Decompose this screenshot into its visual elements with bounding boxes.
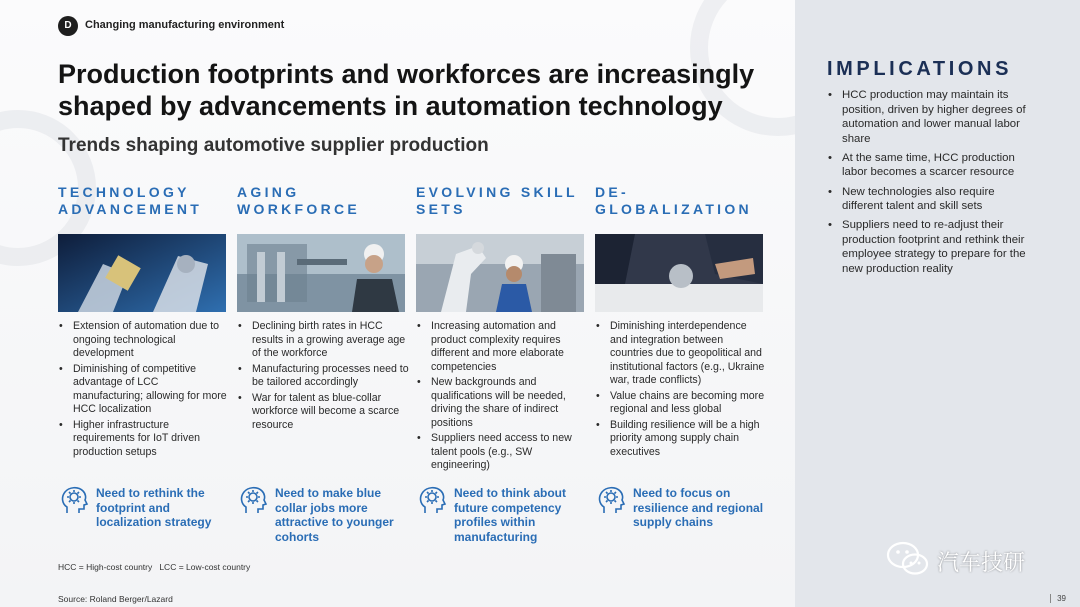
head-gear-icon — [237, 484, 269, 516]
bullet-item: • Diminishing interdependence and integration between countries due to geopolitical and institutional factors (e.g., Ukraine war, trade conflicts) — [595, 320, 767, 388]
head-gear-icon — [58, 484, 90, 516]
bullet-item: • New backgrounds and qualifications will be needed, driving the share of indirect positions — [416, 376, 588, 430]
section-badge: D — [58, 16, 78, 36]
trend-column-technology — [58, 184, 230, 461]
callout-text: Need to focus on resilience and regional supply chains — [633, 486, 764, 530]
callout-aging — [237, 484, 409, 554]
implication-item: • HCC production may maintain its position, driven by higher degrees of automation and lower manual labor share — [827, 88, 1037, 146]
trend-column-deglobalization — [595, 184, 767, 461]
callout-skills — [416, 484, 588, 554]
factory-worker-photo — [237, 234, 405, 312]
page-number: 39 — [1050, 594, 1066, 603]
globe-on-desk-photo — [595, 234, 763, 312]
bullet-list — [416, 320, 588, 473]
column-heading: AGING WORKFORCE — [237, 184, 361, 217]
implication-item: • New technologies also require different talent and skill sets — [827, 185, 1037, 214]
trend-column-skills — [416, 184, 588, 475]
bullet-item: • Value chains are becoming more regional and less global — [595, 390, 767, 417]
column-heading: DE-GLOBALIZATION — [595, 184, 752, 217]
bullet-list — [58, 320, 230, 459]
head-gear-icon — [595, 484, 627, 516]
slide-subtitle: Trends shaping automotive supplier production — [58, 135, 489, 156]
footnote: HCC = High-cost country LCC = Low-cost country — [58, 562, 251, 572]
bullet-item: • Diminishing of competitive advantage of LCC manufacturing; allowing for more HCC localization — [58, 363, 230, 417]
bullet-item: • Declining birth rates in HCC results in a growing average age of the workforce — [237, 320, 409, 361]
section-label: Changing manufacturing environment — [85, 19, 285, 31]
column-heading: EVOLVING SKILL SETS — [416, 184, 578, 217]
bullet-item: • Suppliers need access to new talent pools (e.g., SW engineering) — [416, 432, 588, 473]
bullet-item: • War for talent as blue-collar workforce will become a scarce resource — [237, 392, 409, 433]
bullet-item: • Higher infrastructure requirements for IoT driven production setups — [58, 419, 230, 460]
watermark-text: 汽车技研 — [937, 551, 1026, 576]
callout-technology — [58, 484, 230, 554]
head-gear-icon — [416, 484, 448, 516]
implications-title: IMPLICATIONS — [827, 58, 1013, 80]
column-heading: TECHNOLOGY ADVANCEMENT — [58, 184, 203, 217]
watermark — [885, 538, 1050, 578]
slide-title: Production footprints and workforces are increasingly shaped by advancements in automation technology — [58, 59, 755, 121]
wechat-icon — [885, 540, 931, 578]
engineer-with-robot-photo — [416, 234, 584, 312]
robotic-arm-chip-photo — [58, 234, 226, 312]
implications-list — [827, 88, 1037, 281]
callout-text: Need to think about future competency profiles within manufacturing — [454, 486, 566, 545]
callout-text: Need to rethink the footprint and localization strategy — [96, 486, 212, 530]
trend-column-aging — [237, 184, 409, 434]
source-note: Source: Roland Berger/Lazard — [58, 594, 173, 604]
bullet-item: • Building resilience will be a high priority among supply chain executives — [595, 419, 767, 460]
bullet-item: • Manufacturing processes need to be tailored accordingly — [237, 363, 409, 390]
bullet-item: • Extension of automation due to ongoing technological development — [58, 320, 230, 361]
implication-item: • Suppliers need to re-adjust their production footprint and rethink their employee strategy to prepare for the new production reality — [827, 218, 1037, 276]
bullet-item: • Increasing automation and product complexity requires different and more elaborate competencies — [416, 320, 588, 374]
bullet-list — [237, 320, 409, 432]
bullet-list — [595, 320, 767, 459]
callout-deglobalization — [595, 484, 767, 554]
callout-text: Need to make blue collar jobs more attractive to younger cohorts — [275, 486, 394, 545]
implication-item: • At the same time, HCC production labor becomes a scarcer resource — [827, 151, 1037, 180]
